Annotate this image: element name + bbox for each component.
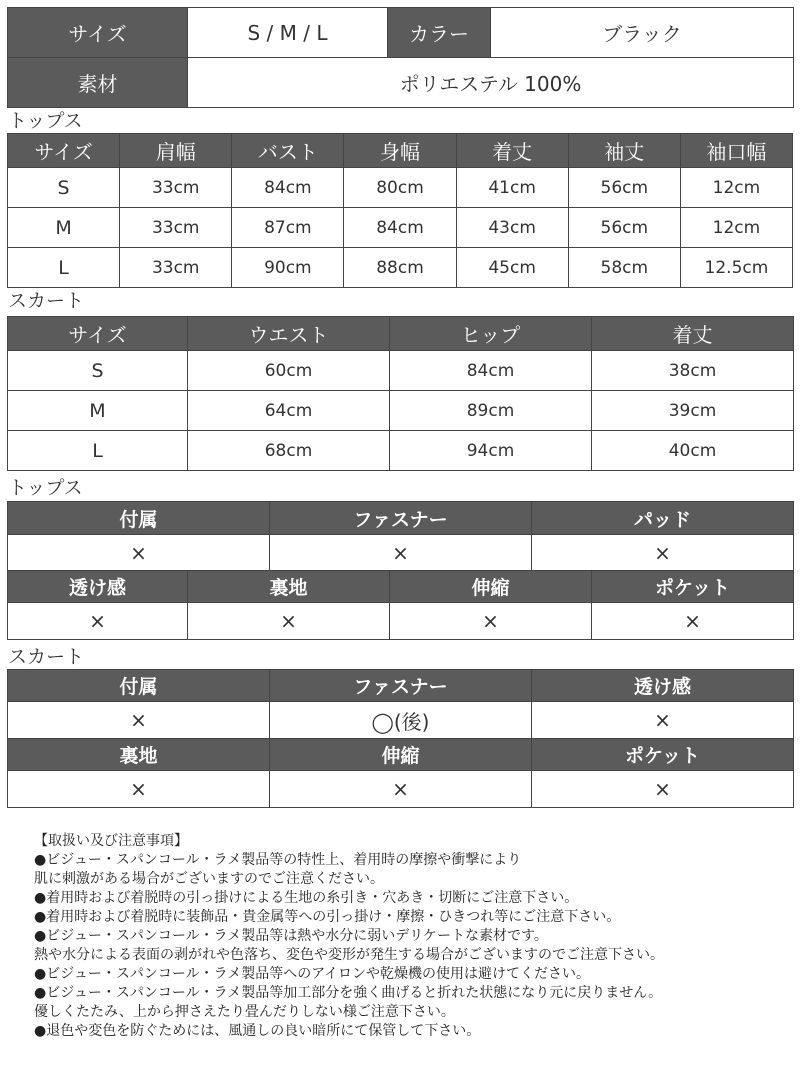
measure-cell: 43cm [456,208,568,248]
feature-value: × [188,603,390,640]
feature-header: 付属 [8,502,270,535]
feature-value-row [8,702,794,739]
measure-cell: 90cm [232,248,344,288]
tops-features-title: トップス [8,477,83,499]
feature-value: × [8,535,270,571]
feature-header: 透け感 [8,571,188,603]
skirt-size-header: ヒップ [390,317,592,351]
feature-header-row [8,571,794,603]
measure-cell: 88cm [344,248,456,288]
feature-value: ◯(後) [270,702,532,739]
size-cell: L [8,248,120,288]
measure-cell: 80cm [344,168,456,208]
feature-value: × [8,771,270,808]
skirt-features-table-2 [7,738,793,808]
feature-header-row [8,670,794,702]
skirt-size-title: スカート [8,290,85,312]
feature-header: 伸縮 [390,571,592,603]
tops-size-header: 肩幅 [120,134,232,168]
skirt-size-table [7,316,793,471]
feature-header: ファスナー [270,502,532,535]
notes-heading: 【取扱い及び注意事項】 [34,833,188,849]
feature-value: × [532,771,794,808]
measure-cell: 41cm [456,168,568,208]
measure-cell: 38cm [592,351,794,391]
measure-cell: 39cm [592,391,794,431]
measure-cell: 89cm [390,391,592,431]
size-value: S / M / L [188,8,388,58]
color-label: カラー [388,8,491,58]
feature-value: × [8,702,270,739]
skirt-size-header: サイズ [8,317,188,351]
table-row [8,431,794,471]
feature-header: パッド [532,502,794,535]
tops-size-title: トップス [8,110,83,132]
measure-cell: 33cm [120,248,232,288]
size-cell: M [8,391,188,431]
skirt-size-header: ウエスト [188,317,390,351]
material-value: ポリエステル 100% [188,58,794,108]
measure-cell: 12cm [680,168,792,208]
measure-cell: 40cm [592,431,794,471]
measure-cell: 56cm [568,168,680,208]
material-label: 素材 [8,58,188,108]
note-line: ●着用時および着脱時の引っ掛けによる生地の糸引き・穴あき・切断にご注意下さい。 [34,890,579,906]
feature-value-row [8,771,794,808]
size-cell: S [8,168,120,208]
feature-header: ポケット [592,571,794,603]
measure-cell: 56cm [568,208,680,248]
tops-size-header: サイズ [8,134,120,168]
size-cell: S [8,351,188,391]
tops-features-table-1 [7,501,793,571]
tops-size-header: 身幅 [344,134,456,168]
note-line: 熱や水分による表面の剥がれや色落ち、変色や変形が発生する場合がございますのでご注意下さい。 [34,947,664,963]
tops-size-header: 袖口幅 [680,134,792,168]
table-row [8,391,794,431]
feature-value-row [8,603,794,640]
feature-value: × [270,535,532,571]
feature-header: 付属 [8,670,270,702]
measure-cell: 45cm [456,248,568,288]
feature-header: ポケット [532,739,794,771]
feature-value: × [592,603,794,640]
note-line: ●着用時および着脱時に装飾品・貴金属等への引っ掛け・摩擦・ひきつれ等にご注意下さい。 [34,909,621,925]
skirt-features-table-1 [7,669,793,739]
feature-header: 伸縮 [270,739,532,771]
feature-header: 裏地 [188,571,390,603]
measure-cell: 60cm [188,351,390,391]
measure-cell: 84cm [232,168,344,208]
skirt-size-header: 着丈 [592,317,794,351]
feature-value-row [8,535,794,571]
feature-header-row [8,502,794,535]
table-row [8,248,793,288]
feature-value: × [8,603,188,640]
measure-cell: 12.5cm [680,248,792,288]
measure-cell: 84cm [390,351,592,391]
measure-cell: 84cm [344,208,456,248]
table-row [8,351,794,391]
note-line: ●ビジュー・スパンコール・ラメ製品等は熱や水分に弱いデリケートな素材です。 [34,928,548,944]
feature-header: ファスナー [270,670,532,702]
size-label: サイズ [8,8,188,58]
note-line: 優しくたたみ、上から押さえたり畳んだりしない様ご注意下さい。 [34,1004,455,1020]
measure-cell: 87cm [232,208,344,248]
note-line: ●ビジュー・スパンコール・ラメ製品等へのアイロンや乾燥機の使用は避けてください。 [34,966,590,982]
note-line: 肌に刺激がある場合がございますのでご注意ください。 [34,871,384,887]
feature-header: 裏地 [8,739,270,771]
tops-size-header: 袖丈 [568,134,680,168]
measure-cell: 58cm [568,248,680,288]
note-line: ●退色や変色を防ぐためには、風通しの良い暗所にて保管して下さい。 [34,1023,481,1039]
tops-size-header: 着丈 [456,134,568,168]
tops-features-table-2 [7,570,793,640]
size-cell: L [8,431,188,471]
care-notes [34,832,794,1041]
feature-value: × [532,535,794,571]
product-info-table [7,7,793,108]
table-row [8,208,793,248]
measure-cell: 33cm [120,208,232,248]
table-row [8,168,793,208]
feature-header: 透け感 [532,670,794,702]
size-cell: M [8,208,120,248]
feature-header-row [8,739,794,771]
feature-value: × [390,603,592,640]
note-line: ●ビジュー・スパンコール・ラメ製品等加工部分を強く曲げると折れた状態になり元に戻りません。 [34,985,663,1001]
measure-cell: 33cm [120,168,232,208]
tops-size-table [7,133,793,288]
note-line: ●ビジュー・スパンコール・ラメ製品等の特性上、着用時の摩擦や衝撃により [34,852,522,868]
measure-cell: 12cm [680,208,792,248]
tops-size-header: バスト [232,134,344,168]
measure-cell: 68cm [188,431,390,471]
color-value: ブラック [491,8,794,58]
measure-cell: 64cm [188,391,390,431]
skirt-features-title: スカート [8,646,85,668]
measure-cell: 94cm [390,431,592,471]
feature-value: × [532,702,794,739]
feature-value: × [270,771,532,808]
